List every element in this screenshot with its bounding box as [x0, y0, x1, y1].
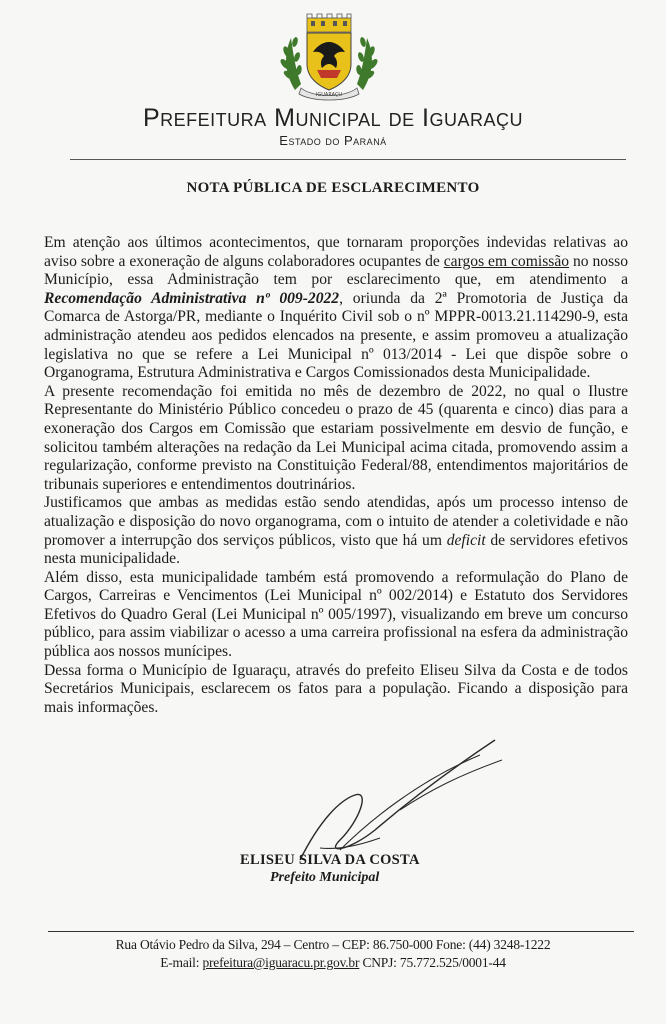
cnpj-text: CNPJ: 75.772.525/0001-44 [359, 955, 506, 970]
page-subtitle: Estado do Paraná [279, 133, 387, 148]
paragraph-4: Além disso, esta municipalidade também está promovendo a reformulação do Plano de Cargos, Carreiras e Vencimentos (Lei Municipal nº 002/2014) e Estatuto dos Servidores Efetivos do Quadro Geral (Lei Municipal nº 005/1997), visualizando em breve um concurso público, para assim viabilizar o acesso a uma carreira profissional na esfera da administração pública aos nossos munícipes. [44, 568, 628, 661]
notice-body [44, 234, 628, 717]
page-title: Prefeitura Municipal de Iguaraçu [143, 104, 523, 132]
paragraph-3-text: de servidores efetivos nesta municipalidade. [44, 531, 628, 568]
coat-of-arms-icon [277, 12, 381, 102]
paragraph-3-text: Justificamos que ambas as medidas estão sendo atendidas, após um processo intenso de atualização e disposição do novo organograma, com o intuito de atender a coletividade e não promover a interrupção dos serviços públicos, visto que há um [44, 494, 628, 549]
footer-divider [48, 931, 634, 932]
email-link[interactable]: prefeitura@iguaracu.pr.gov.br [202, 955, 360, 970]
footer-contact [0, 955, 666, 971]
italic-term: deficit [446, 531, 486, 549]
paragraph-2: A presente recomendação foi emitida no mês de dezembro de 2022, no qual o Ilustre Representante do Ministério Público concedeu o prazo de 45 (quarenta e cinco) dias para a exoneração dos Cargos em Comissão que estariam possivelmente em desvio de função, e solicitou também alterações na redação da Lei Municipal acima citada, promovendo assim a regularização, conforme previsto na Constituição Federal/88, entendimentos majoritários de tribunais superiores e entendimentos doutrinários. [44, 382, 628, 493]
notice-title: NOTA PÚBLICA DE ESCLARECIMENTO [186, 180, 480, 196]
paragraph-5: Dessa forma o Município de Iguaraçu, através do prefeito Eliseu Silva da Costa e de todos Secretários Municipais, esclarecem os fatos para a população. Ficando a disposição para mais informações. [44, 661, 628, 716]
svg-text:IGUARAÇU: IGUARAÇU [315, 92, 343, 98]
paragraph-1-text: no nosso Município, essa Administração tem por esclarecimento que, em atendimento a [44, 252, 628, 289]
header-divider [70, 159, 626, 160]
underlined-term: cargos em comissão [443, 252, 570, 270]
signer-role: Prefeito Municipal [270, 870, 380, 885]
signer-name: ELISEU SILVA DA COSTA [240, 852, 420, 868]
recommendation-reference: Recomendação Administrativa nº 009-2022 [44, 289, 340, 307]
paragraph-1-text: , oriunda da 2ª Promotoria de Justiça da Comarca de Astorga/PR, mediante o Inquérito Civil sob o nº MPPR-0013.21.114290-9, esta administração atendeu aos pedidos elencados na presente, e assim promoveu a atualização legislativa no que se refere a Lei Municipal nº 013/2014 - Lei que dispõe sobre o Organograma, Estrutura Administrativa e Cargos Comissionados desta Municipalidade. [44, 289, 628, 382]
paragraph-1 [44, 234, 628, 383]
handwritten-signature [280, 700, 510, 870]
paragraph-3 [44, 494, 628, 568]
footer-address: Rua Otávio Pedro da Silva, 294 – Centro – CEP: 86.750-000 Fone: (44) 3248-1222 [115, 937, 551, 952]
paragraph-1-text: Em atenção aos últimos acontecimentos, que tornaram proporções indevidas relativas ao aviso sobre a exoneração de alguns colaboradores ocupantes de [44, 234, 628, 270]
email-label: E-mail: [160, 955, 203, 970]
